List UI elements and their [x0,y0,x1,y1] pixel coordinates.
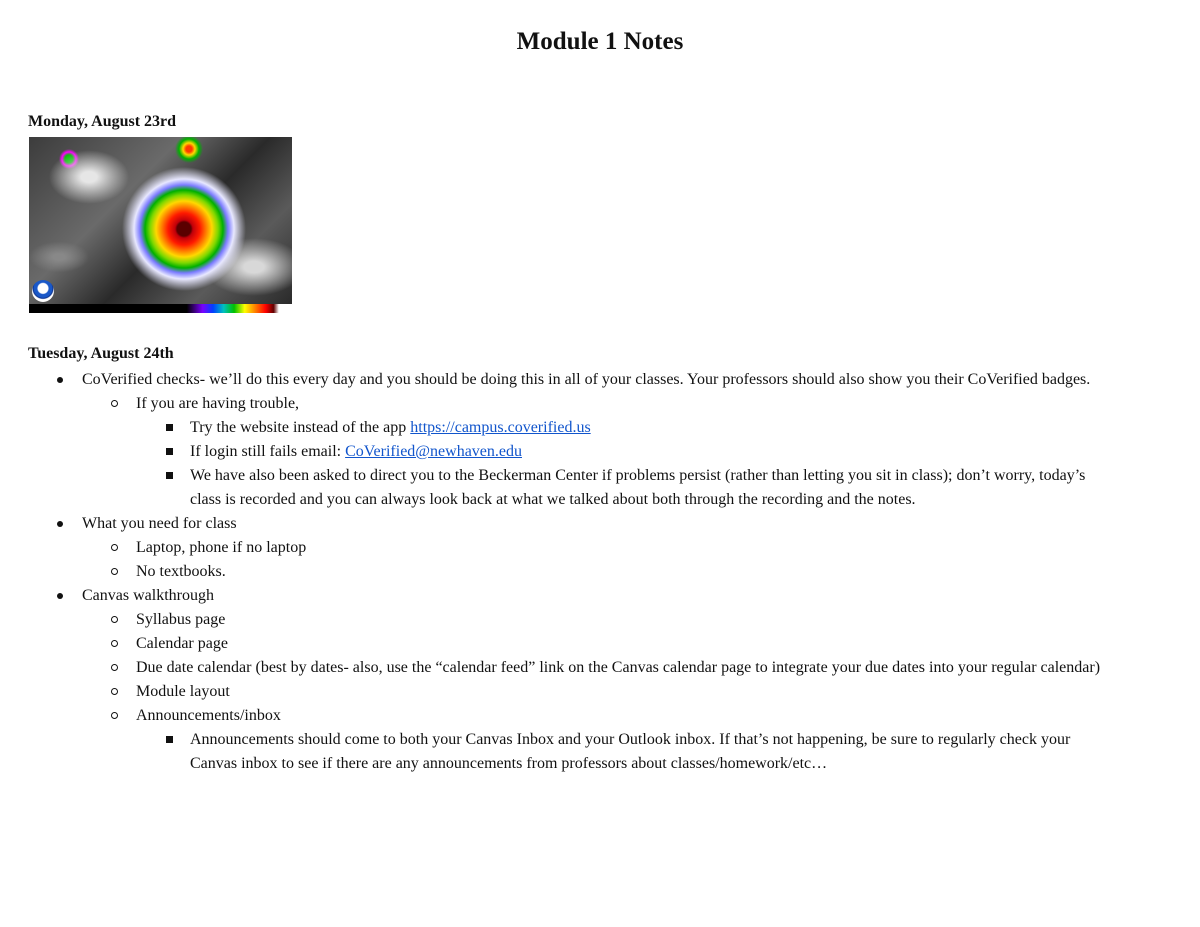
hurricane-satellite-image [29,137,292,313]
list-item-due-date: Due date calendar (best by dates- also, use the “calendar feed” link on the Canvas calendar page to integrate your due dates into your regular calendar) [0,656,1170,680]
coverified-email-link[interactable]: CoVerified@newhaven.edu [345,443,522,460]
list-item-website [0,416,1140,440]
trouble-sublist [0,416,1140,512]
trouble-text: If you are having trouble, [136,395,300,412]
email-prefix: If login still fails email: [190,443,346,460]
satellite-color-scale [29,304,292,313]
coverified-text: CoVerified checks- we’ll do this every day and you should be doing this in all of your classes. Your professors should also show you their CoVerified badges. [82,371,1091,388]
announcements-sublist [0,728,1140,776]
website-prefix: Try the website instead of the app [190,419,411,436]
tuesday-notes [0,368,1200,776]
needs-text: What you need for class [82,515,237,532]
list-item-calendar: Calendar page [0,632,1170,656]
monday-heading: Monday, August 23rd [28,113,177,130]
list-item-canvas [0,584,1200,776]
needs-sublist [0,536,1170,584]
list-item-announcements-detail: Announcements should come to both your Canvas Inbox and your Outlook inbox. If that’s not happening, be sure to regularly check your Canvas inbox to see if there are any announcements from professors about classes/homework/etc… [0,728,1140,776]
list-item-module-layout: Module layout [0,680,1170,704]
list-item-announcements [0,704,1170,776]
canvas-sublist [0,608,1170,776]
page-title: Module 1 Notes [516,28,684,55]
canvas-text: Canvas walkthrough [82,587,214,604]
coverified-website-link[interactable]: https://campus.coverified.us [410,419,591,436]
list-item-beckerman [0,464,1140,512]
notes-list [0,368,1200,776]
list-item-needs [0,512,1200,584]
beckerman-text: We have also been asked to direct you to the Beckerman Center if problems persist (rather than letting you sit in class); don’t worry, today’s class is recorded and you can always look back at what we talked about both through the recording and the notes. [190,467,1086,508]
announcements-text: Announcements/inbox [136,707,281,724]
list-item-textbooks: No textbooks. [0,560,1170,584]
list-item-syllabus: Syllabus page [0,608,1170,632]
tuesday-heading: Tuesday, August 24th [28,345,174,362]
list-item-laptop: Laptop, phone if no laptop [0,536,1170,560]
list-item-coverified [0,368,1200,512]
list-item-trouble [0,392,1170,512]
coverified-sublist [0,392,1170,512]
noaa-logo-icon [32,280,54,302]
list-item-email [0,440,1140,464]
